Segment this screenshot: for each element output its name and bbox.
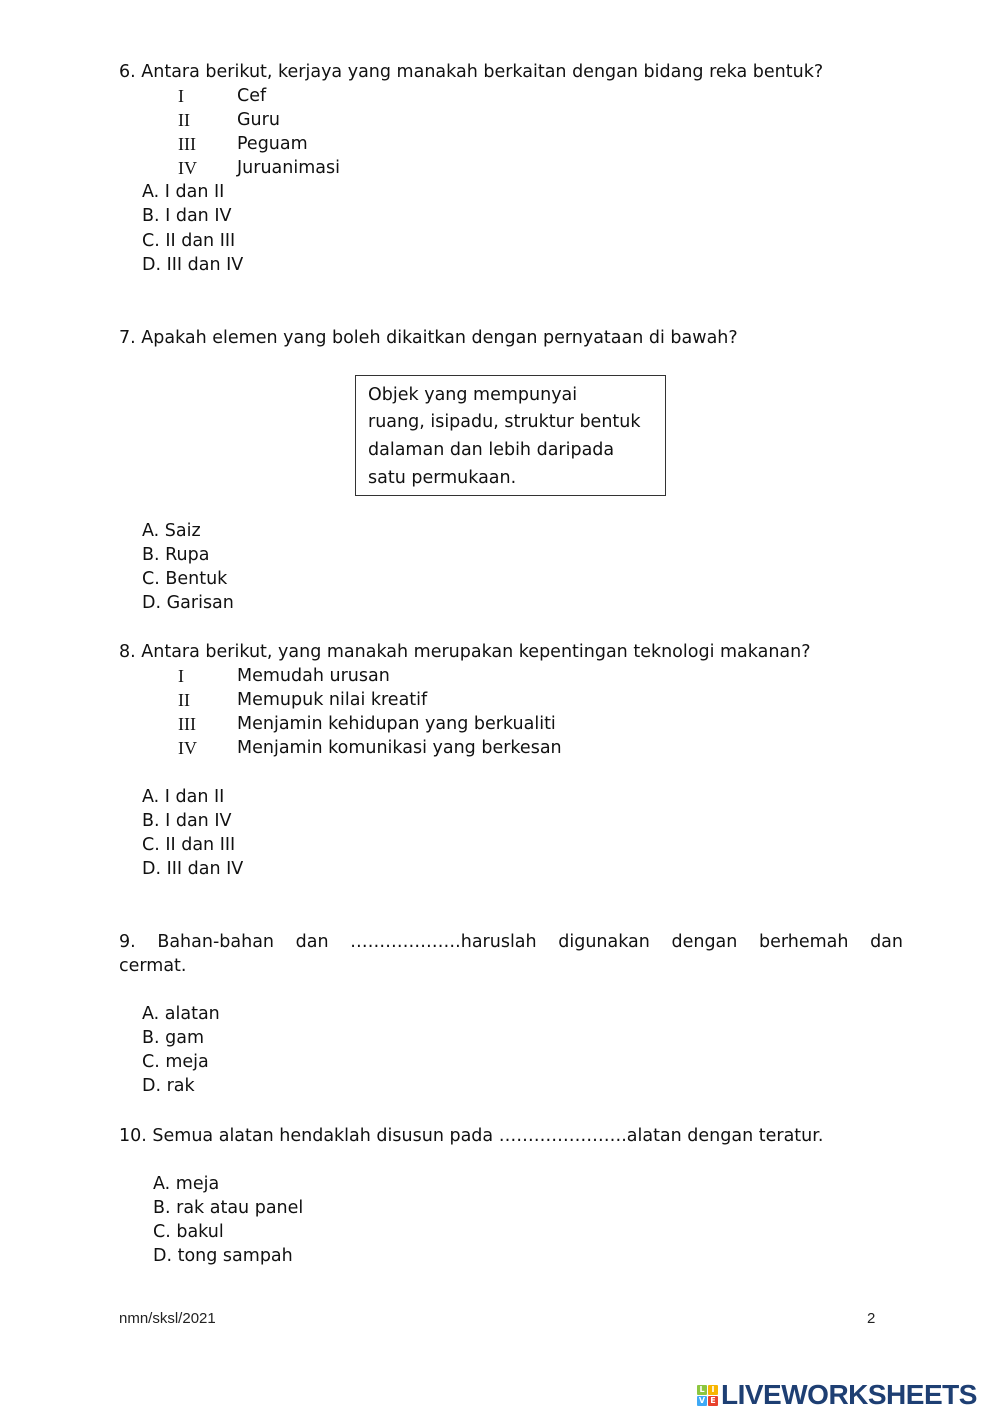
option-d[interactable]: D. III dan IV <box>142 255 244 275</box>
roman-numeral: I <box>178 86 184 106</box>
roman-numeral: IV <box>178 158 197 178</box>
option-d[interactable]: D. tong sampah <box>153 1246 293 1266</box>
logo-text: LIVEWORKSHEETS <box>721 1379 977 1410</box>
option-c[interactable]: C. II dan III <box>142 231 236 251</box>
option-c[interactable]: C. bakul <box>153 1222 224 1242</box>
option-d[interactable]: D. III dan IV <box>142 859 244 879</box>
statement: Peguam <box>237 134 308 154</box>
liveworksheets-logo <box>697 1379 977 1411</box>
box-line: dalaman dan lebih daripada <box>368 440 615 460</box>
page-number: 2 <box>867 1310 876 1327</box>
box-line: satu permukaan. <box>368 468 517 488</box>
logo-tiles-icon <box>697 1385 718 1406</box>
statement: Menjamin kehidupan yang berkualiti <box>237 714 556 734</box>
statement-box <box>355 375 666 496</box>
option-c[interactable]: C. meja <box>142 1052 209 1072</box>
logo-tile: L <box>697 1385 707 1395</box>
statement: Memupuk nilai kreatif <box>237 690 428 710</box>
footer-code: nmn/sksl/2021 <box>119 1310 216 1327</box>
question-9: 9. Bahan-bahan dan ……………….haruslah digunakan dengan berhemah dan <box>119 932 903 952</box>
question-9-continued: cermat. <box>119 956 187 976</box>
roman-numeral: III <box>178 714 196 734</box>
option-d[interactable]: D. rak <box>142 1076 195 1096</box>
option-b[interactable]: B. I dan IV <box>142 206 232 226</box>
roman-numeral: I <box>178 666 184 686</box>
box-line: ruang, isipadu, struktur bentuk <box>368 412 641 432</box>
statement: Memudah urusan <box>237 666 390 686</box>
roman-numeral: IV <box>178 738 197 758</box>
statement: Cef <box>237 86 267 106</box>
question-7: 7. Apakah elemen yang boleh dikaitkan dengan pernyataan di bawah? <box>119 328 738 348</box>
roman-numeral: II <box>178 690 190 710</box>
option-a[interactable]: A. Saiz <box>142 521 201 541</box>
option-c[interactable]: C. II dan III <box>142 835 236 855</box>
option-d[interactable]: D. Garisan <box>142 593 234 613</box>
option-b[interactable]: B. rak atau panel <box>153 1198 304 1218</box>
statement: Guru <box>237 110 280 130</box>
option-a[interactable]: A. alatan <box>142 1004 220 1024</box>
option-a[interactable]: A. I dan II <box>142 182 225 202</box>
logo-tile: V <box>698 1395 706 1405</box>
option-b[interactable]: B. Rupa <box>142 545 210 565</box>
statement: Juruanimasi <box>237 158 340 178</box>
option-c[interactable]: C. Bentuk <box>142 569 228 589</box>
question-8: 8. Antara berikut, yang manakah merupakan kepentingan teknologi makanan? <box>119 642 811 662</box>
option-a[interactable]: A. meja <box>153 1174 220 1194</box>
option-b[interactable]: B. gam <box>142 1028 205 1048</box>
option-b[interactable]: B. I dan IV <box>142 811 232 831</box>
roman-numeral: II <box>178 110 190 130</box>
statement: Menjamin komunikasi yang berkesan <box>237 738 562 758</box>
question-10: 10. Semua alatan hendaklah disusun pada ………………….alatan dengan teratur. <box>119 1126 824 1146</box>
option-a[interactable]: A. I dan II <box>142 787 225 807</box>
logo-tile: E <box>708 1396 718 1406</box>
logo-tile: I <box>708 1385 718 1395</box>
roman-numeral: III <box>178 134 196 154</box>
box-line: Objek yang mempunyai <box>368 385 578 405</box>
question-6: 6. Antara berikut, kerjaya yang manakah berkaitan dengan bidang reka bentuk? <box>119 62 824 82</box>
